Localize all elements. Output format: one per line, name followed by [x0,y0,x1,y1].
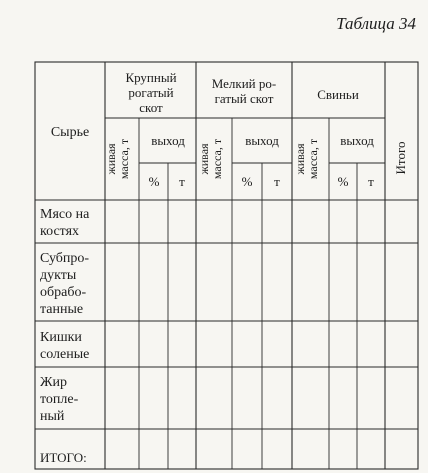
percent-label: % [148,174,160,189]
row-label-line: ный [40,409,65,424]
tonnes-label: т [274,174,280,189]
live-weight-label [293,138,320,179]
row-label-line: дукты [40,268,77,283]
row-label-line: Жир [40,375,68,390]
row-label-line: костях [40,224,80,239]
live-weight-line: живая [197,143,211,175]
live-weight-line: живая [293,143,307,175]
live-weight-label [104,138,131,179]
header-raw-material: Сырье [50,125,90,140]
group-header-line: Свиньи [317,87,359,102]
total-column-header: Итого [393,141,408,175]
percent-label: % [337,174,349,189]
table-border [35,62,418,469]
row-label-line: Субпро- [40,251,90,266]
group-header-line: гатый скот [214,91,274,106]
live-weight-line: живая [104,143,118,175]
row-label-line: обрабо- [40,285,87,300]
live-weight-line: масса, т [117,138,131,180]
row-label-total: ИТОГО: [40,450,87,465]
row-label-line: танные [40,302,84,317]
output-label: выход [151,133,185,148]
row-label-line: Кишки [40,330,82,345]
row-label-line: Мясо на [40,207,90,222]
output-label: выход [340,133,374,148]
group-header-line: Мелкий ро- [211,76,277,91]
group-header-line: Крупный [125,70,177,85]
live-weight-line: масса, т [306,138,320,180]
group-header-line: рогатый [128,85,174,100]
live-weight-line: масса, т [210,138,224,180]
tonnes-label: т [179,174,185,189]
row-label-line: соленые [40,347,90,362]
tonnes-label: т [368,174,374,189]
group-header-line: скот [139,100,163,115]
output-label: выход [245,133,279,148]
live-weight-label [197,138,224,179]
table-caption: Таблица 34 [336,14,416,33]
percent-label: % [241,174,253,189]
row-label-line: топле- [40,392,79,407]
